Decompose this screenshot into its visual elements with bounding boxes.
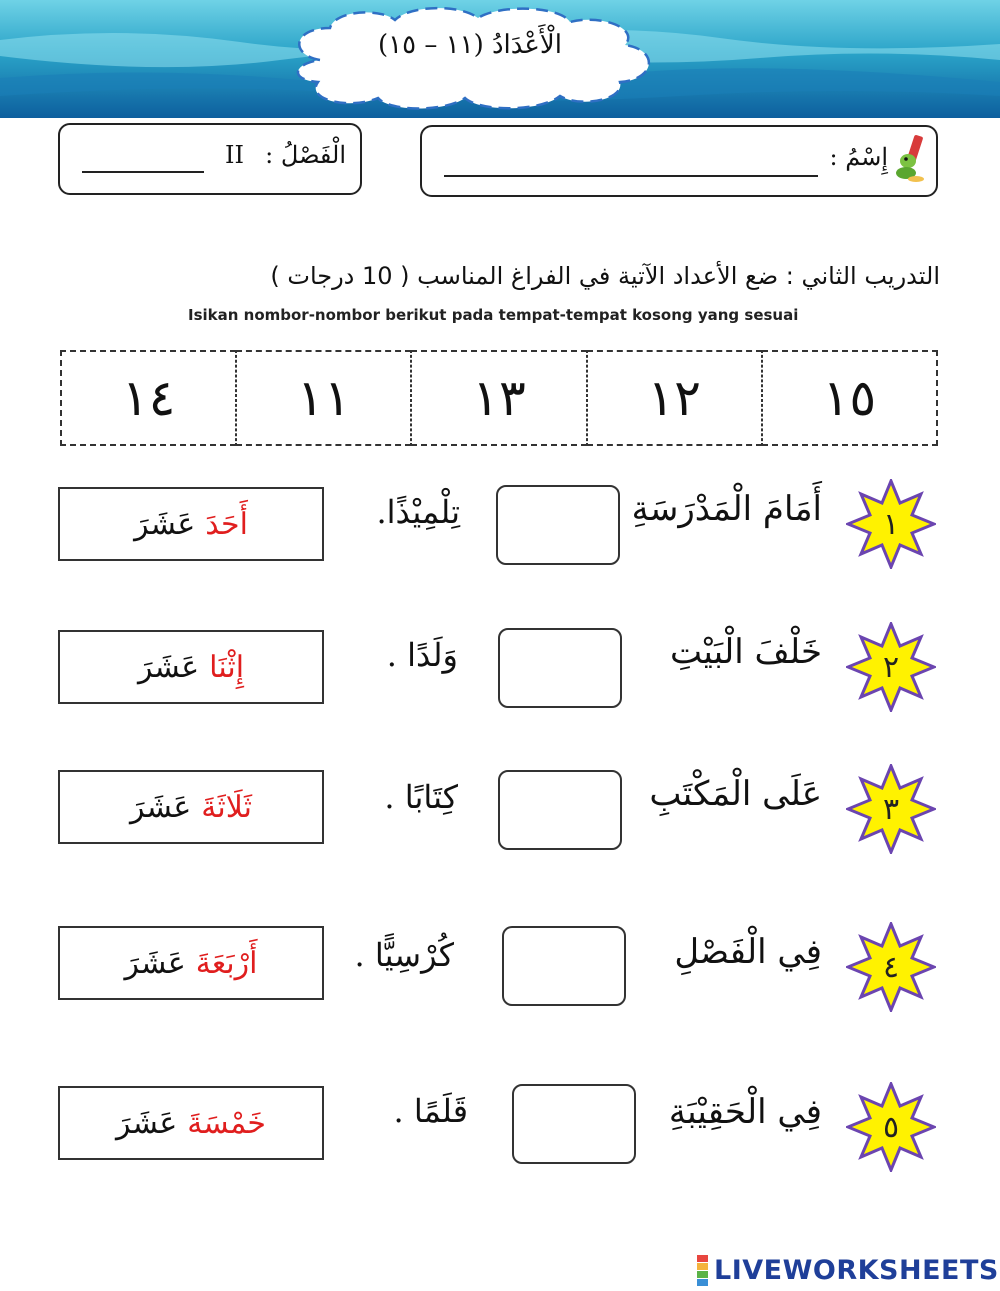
- question-number: ٢: [882, 649, 900, 685]
- question-row-4: [0, 922, 1000, 1012]
- number-word-box: [58, 926, 324, 1000]
- number-word-black: عَشَرَ: [137, 649, 200, 685]
- question-noun: قَلَمًا .: [393, 1092, 468, 1130]
- number-bank-cell[interactable]: ١٣: [411, 350, 586, 446]
- question-noun: كِتَابًا .: [384, 778, 458, 816]
- answer-blank-box[interactable]: [502, 926, 626, 1006]
- class-blank-line[interactable]: [82, 171, 204, 173]
- answer-blank-box[interactable]: [498, 770, 622, 850]
- number-word-box: [58, 770, 324, 844]
- number-word-black: عَشَرَ: [124, 945, 186, 981]
- liveworksheets-logo[interactable]: [697, 1253, 999, 1287]
- question-row-1: [0, 479, 1000, 569]
- header-banner: [0, 0, 1000, 118]
- question-phrase: خَلْفَ الْبَيْتِ: [670, 632, 822, 672]
- answer-blank-box[interactable]: [496, 485, 620, 565]
- question-row-5: [0, 1082, 1000, 1172]
- class-info-box: [58, 123, 362, 195]
- question-number: ٤: [882, 949, 900, 985]
- class-label: الْفَصْلُ :: [265, 141, 346, 169]
- question-phrase: أَمَامَ الْمَدْرَسَةِ: [631, 489, 822, 529]
- class-value: II: [225, 141, 244, 169]
- question-row-2: [0, 622, 1000, 712]
- number-word-red: خَمْسَةَ: [187, 1105, 266, 1141]
- number-word-box: [58, 630, 324, 704]
- answer-blank-box[interactable]: [498, 628, 622, 708]
- number-word-black: عَشَرَ: [116, 1105, 178, 1141]
- number-word-black: عَشَرَ: [134, 506, 196, 542]
- number-bank-cell[interactable]: ١١: [236, 350, 411, 446]
- answer-blank-box[interactable]: [512, 1084, 636, 1164]
- number-word-red: أَحَدَ: [205, 506, 248, 542]
- question-noun: كُرْسِيًّا .: [354, 936, 454, 974]
- number-word-red: أَرْبَعَةَ: [195, 945, 258, 981]
- star-badge: [846, 1082, 936, 1172]
- name-blank-line[interactable]: [444, 175, 818, 177]
- number-word-box: [58, 1086, 324, 1160]
- question-noun: تِلْمِيْذًا.: [376, 493, 460, 531]
- question-phrase: عَلَى الْمَكْتَبِ: [649, 774, 822, 814]
- number-bank: [60, 350, 938, 446]
- number-bank-cell[interactable]: ١٤: [60, 350, 236, 446]
- name-info-box: [420, 125, 938, 197]
- question-phrase: فِي الْفَصْلِ: [674, 932, 822, 972]
- question-number: ٥: [882, 1109, 900, 1145]
- instruction-arabic: التدريب الثاني : ضع الأعداد الآتية في الفراغ المناسب ( 10 درجات ): [270, 262, 940, 290]
- logo-blocks-icon: [697, 1255, 708, 1286]
- question-row-3: [0, 764, 1000, 854]
- question-noun: وَلَدًا .: [386, 636, 458, 674]
- star-badge: [846, 479, 936, 569]
- number-word-box: [58, 487, 324, 561]
- number-word-red: ثَلَاثَةَ: [201, 789, 252, 825]
- number-word-black: عَشَرَ: [130, 789, 192, 825]
- question-phrase: فِي الْحَقِيْبَةِ: [668, 1092, 822, 1132]
- star-badge: [846, 922, 936, 1012]
- number-bank-cell[interactable]: ١٥: [762, 350, 938, 446]
- question-number: ٣: [882, 791, 900, 827]
- star-badge: [846, 622, 936, 712]
- logo-text: LIVEWORKSHEETS: [714, 1254, 999, 1286]
- number-word-red: إِثْنَا: [209, 649, 245, 685]
- page-title: الْأَعْدَادُ (١١ – ١٥): [378, 30, 562, 60]
- question-number: ١: [882, 506, 900, 542]
- worm-pencil-icon: [894, 133, 928, 185]
- name-label: إِسْمُ :: [829, 143, 888, 171]
- star-badge: [846, 764, 936, 854]
- number-bank-cell[interactable]: ١٢: [587, 350, 762, 446]
- instruction-malay: Isikan nombor-nombor berikut pada tempat-tempat kosong yang sesuai: [188, 306, 799, 324]
